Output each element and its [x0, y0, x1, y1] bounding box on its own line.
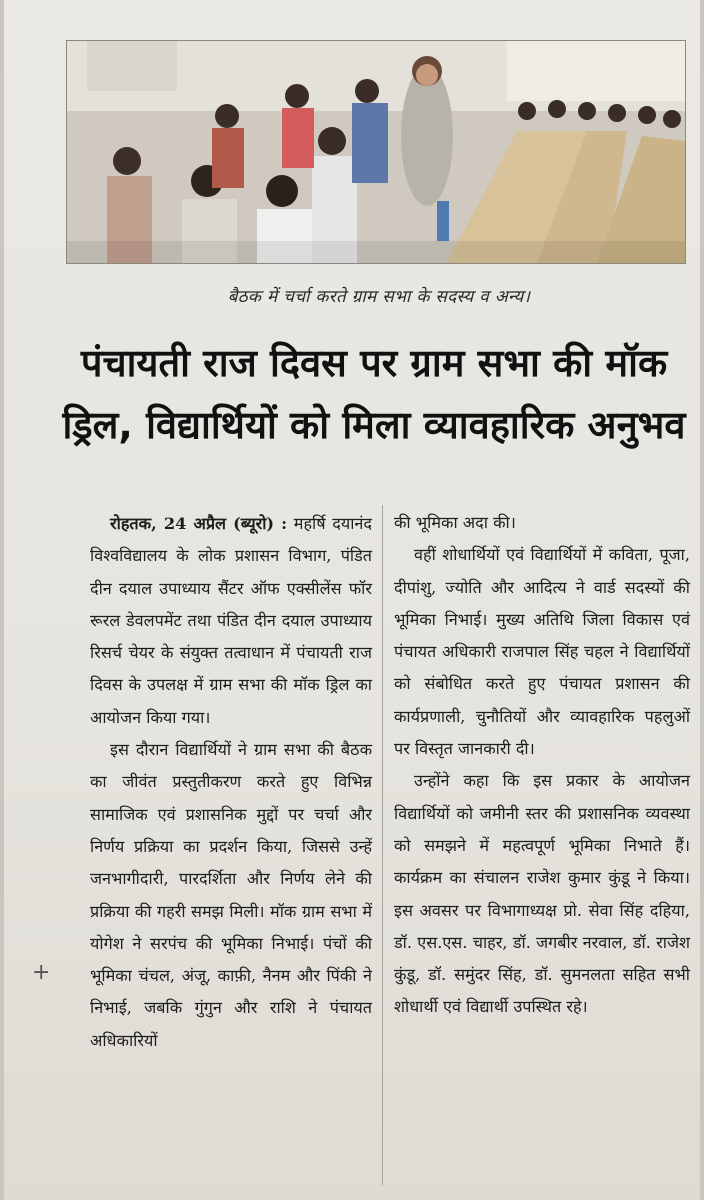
paragraph-3: वहीं शोधार्थियों एवं विद्यार्थियों में कविता, पूजा, दीपांशु, ज्योति और आदित्य ने वार्ड सदस्यों की भूमिका निभाई। मुख्य अतिथि जिला विकास एवं पंचायत अधिकारी राजपाल सिंह चहल ने विद्यार्थियों को संबोधित करते हुए पंचायत प्रशासन की कार्यप्रणाली, चुनौतियों और व्यावहारिक पहलुओं पर विस्तृत जानकारी दी। — [394, 545, 690, 759]
article-column-right — [394, 507, 690, 1024]
dateline: रोहतक, 24 अप्रैल (ब्यूरो) : — [110, 514, 288, 533]
photo-caption: बैठक में चर्चा करते ग्राम सभा के सदस्य व अन्य। — [227, 287, 531, 307]
headline-line-2: ड्रिल, विद्यार्थियों को मिला व्यावहारिक अनुभव — [62, 403, 686, 447]
news-photo — [66, 40, 686, 264]
paragraph-1: महर्षि दयानंद विश्वविद्यालय के लोक प्रशासन विभाग, पंडित दीन दयाल उपाध्याय सैंटर ऑफ एक्सीलेंस फॉर रूरल डेवलपमेंट तथा पंडित दीन दयाल उपाध्याय रिसर्च चेयर के संयुक्त तत्वाधान में पंचायती राज दिवस के उपलक्ष में ग्राम सभा की मॉक ड्रिल का आयोजन किया गया। — [90, 514, 372, 727]
meeting-photo-illustration — [67, 41, 685, 263]
column-divider — [382, 505, 383, 1185]
paragraph-2-continued: की भूमिका अदा की। — [394, 513, 516, 532]
paragraph-2: इस दौरान विद्यार्थियों ने ग्राम सभा की बैठक का जीवंत प्रस्तुतीकरण करते हुए विभिन्न सामाजिक एवं प्रशासनिक मुद्दों पर चर्चा और निर्णय प्रक्रिया का प्रदर्शन किया, जिससे उन्हें जनभागीदारी, पारदर्शिता और निर्णय लेने की प्रक्रिया की गहरी समझ मिली। मॉक ग्राम सभा में योगेश ने सरपंच की भूमिका निभाई। पंचों की भूमिका चंचल, अंजू, काफ़ी, नैनम और पिंकी ने निभाई, जबकि गुंगुन और राशि ने पंचायत अधिकारियों — [90, 740, 372, 1050]
crop-mark: + — [32, 960, 51, 985]
paragraph-4: उन्होंने कहा कि इस प्रकार के आयोजन विद्यार्थियों को जमीनी स्तर की प्रशासनिक व्यवस्था को समझने में महत्वपूर्ण भूमिका निभाते हैं। कार्यक्रम का संचालन राजेश कुमार कुंडू ने किया। इस अवसर पर विभागाध्यक्ष प्रो. सेवा सिंह दहिया, डॉ. एस.एस. चाहर, डॉ. जगबीर नरवाल, डॉ. राजेश कुंडू, डॉ. समुंदर सिंह, डॉ. सुमनलता सहित सभी शोधार्थी एवं विद्यार्थी उपस्थित रहे। — [394, 771, 690, 1017]
newspaper-clipping — [4, 0, 700, 1200]
headline-line-1: पंचायती राज दिवस पर ग्राम सभा की मॉक — [80, 341, 668, 385]
article-column-left — [90, 508, 372, 1057]
headline — [54, 332, 694, 456]
